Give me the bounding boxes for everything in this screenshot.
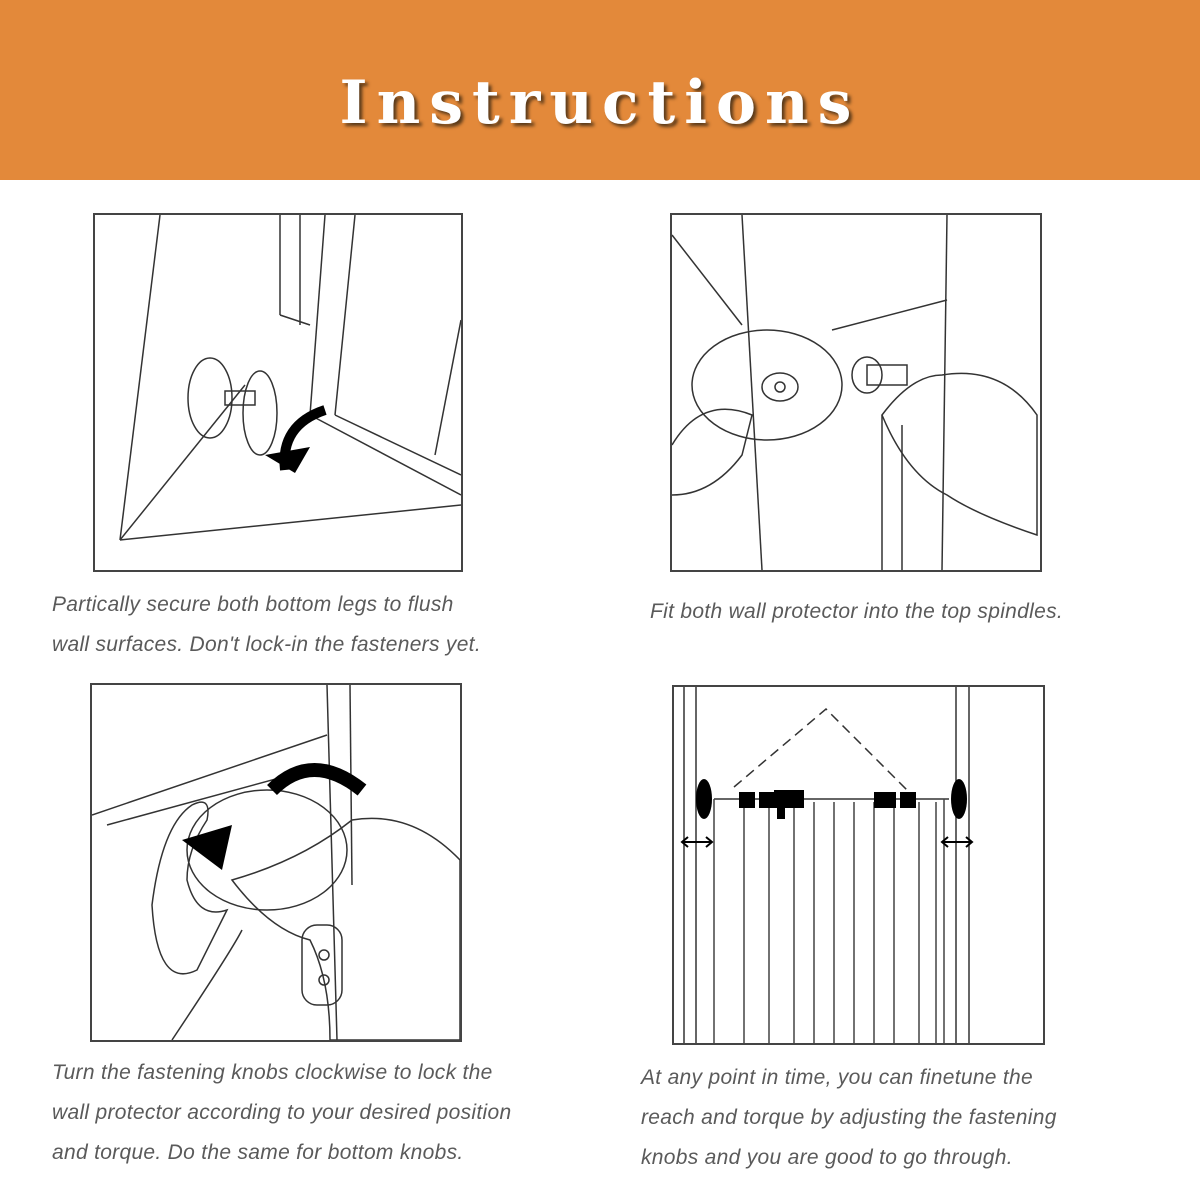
step-3-illustration xyxy=(90,683,462,1042)
step-3-caption xyxy=(52,1053,511,1173)
caption-line: Fit both wall protector into the top spindles. xyxy=(650,600,1064,623)
step-1-caption xyxy=(52,585,481,665)
caption-line: knobs and you are good to go through. xyxy=(641,1146,1013,1169)
caption-line: Partically secure both bottom legs to flush xyxy=(52,593,454,616)
step-4-caption xyxy=(641,1058,1057,1178)
caption-line: reach and torque by adjusting the fastening xyxy=(641,1106,1057,1129)
step-2-caption xyxy=(650,592,1063,632)
caption-line: Turn the fastening knobs clockwise to lock the xyxy=(52,1061,493,1084)
step-4-illustration xyxy=(672,685,1045,1045)
header-banner xyxy=(0,0,1200,180)
page-title: Instructions xyxy=(339,68,861,138)
caption-line: wall surfaces. Don't lock-in the fasteners yet. xyxy=(52,633,481,656)
step-2-illustration xyxy=(670,213,1042,572)
caption-line: At any point in time, you can finetune the xyxy=(641,1066,1034,1089)
step-1-illustration xyxy=(93,213,463,572)
caption-line: and torque. Do the same for bottom knobs. xyxy=(52,1141,464,1164)
caption-line: wall protector according to your desired position xyxy=(52,1101,512,1124)
